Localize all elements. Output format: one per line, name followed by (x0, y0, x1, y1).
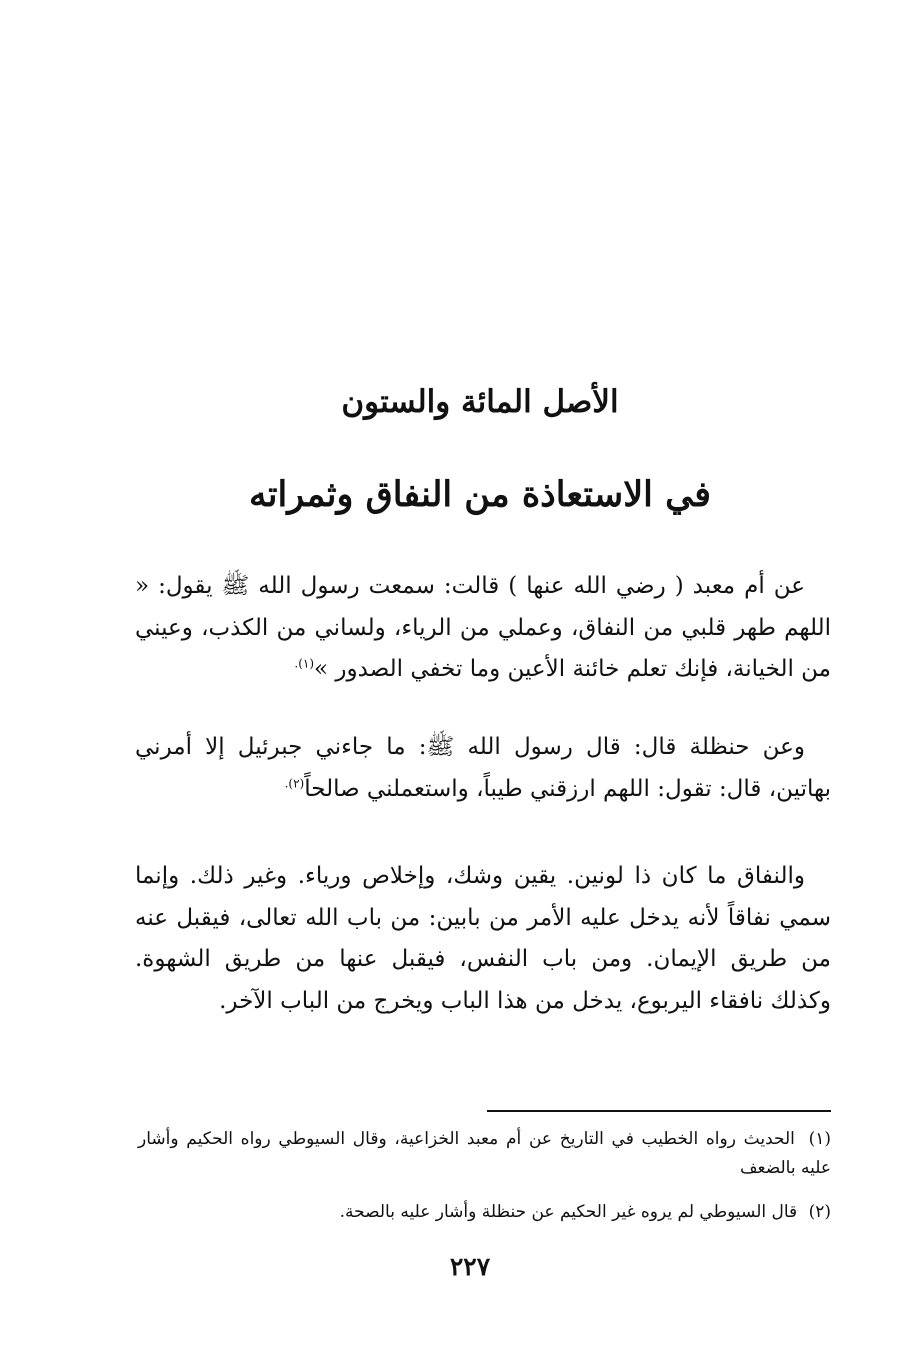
footnote-2-text: قال السيوطي لم يروه غير الحكيم عن حنظلة وأشار عليه بالصحة. (339, 1202, 798, 1222)
paragraph-1 (135, 566, 831, 691)
footnote-2 (138, 1198, 831, 1227)
footnote-1 (138, 1125, 831, 1183)
chapter-title: الأصل المائة والستون (341, 384, 619, 420)
paragraph-3-text: والنفاق ما كان ذا لونين. يقين وشك، وإخلاص ورياء. وغير ذلك. وإنما سمي نفاقاً لأنه يدخل عليه الأمر من بابين: من باب الله تعالى، فيقبل عنه من طريق الإيمان. ومن باب النفس، فيقبل عنها من طريق الشهوة. وكذلك نافقاء اليربوع، يدخل من هذا الباب ويخرج من الباب الآخر. (135, 863, 831, 1014)
footnote-separator (487, 1110, 831, 1112)
footnote-2-number: (٢) (808, 1202, 831, 1222)
paragraph-2-text: وعن حنظلة قال: قال رسول الله ﷺ: ما جاءني جبرئيل إلا أمرني بهاتين، قال: تقول: اللهم ارزقني طيباً، واستعملني صالحاً (135, 734, 831, 802)
paragraph-1-text: عن أم معبد ( رضي الله عنها ) قالت: سمعت رسول الله ﷺ يقول: « اللهم طهر قلبي من النفاق، وعملي من الرياء، ولساني من الكذب، وعيني من الخيانة، فإنك تعلم خائنة الأعين وما تخفي الصدور » (135, 573, 831, 682)
footnote-1-text: الحديث رواه الخطيب في التاريخ عن أم معبد الخزاعية، وقال السيوطي رواه الحكيم وأشار عليه بالضعف (138, 1129, 831, 1178)
paragraph-3 (135, 856, 831, 1022)
footnote-ref-2: (٢). (284, 775, 305, 790)
chapter-subtitle: في الاستعاذة من النفاق وثمراته (249, 474, 711, 515)
page-number: ٢٢٧ (449, 1252, 491, 1281)
paragraph-2 (135, 727, 831, 810)
footnote-ref-1: (١). (294, 656, 315, 671)
footnote-1-number: (١) (808, 1129, 831, 1149)
